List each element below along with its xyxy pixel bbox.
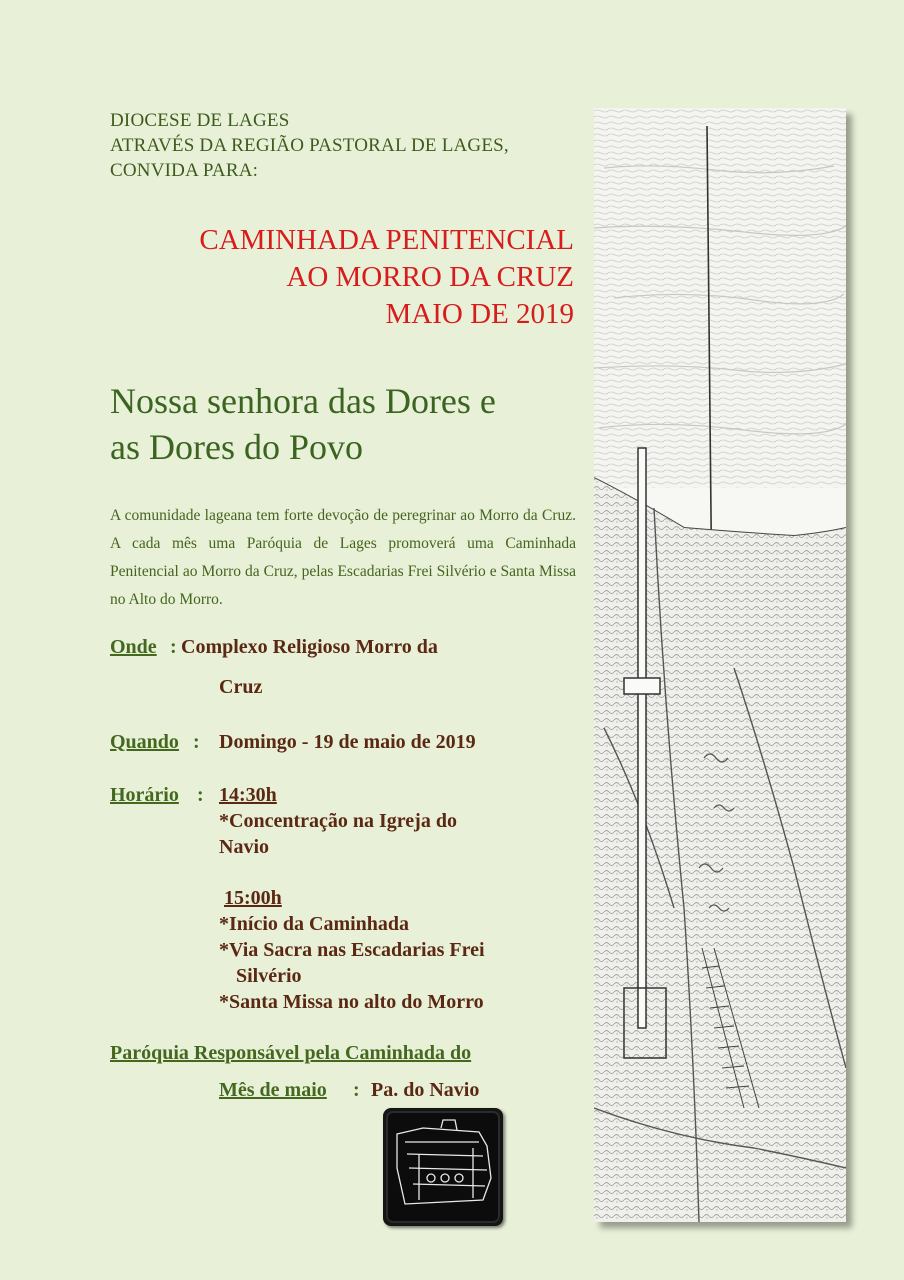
- quando-value: Domingo - 19 de maio de 2019: [219, 731, 476, 753]
- theme-line2: as Dores do Povo: [110, 427, 363, 467]
- morro-da-cruz-photo: [594, 108, 846, 1222]
- header-diocese: DIOCESE DE LAGES: [110, 110, 290, 131]
- horario-item1-line2: Navio: [219, 836, 269, 858]
- theme-line1: Nossa senhora das Dores e: [110, 381, 496, 421]
- header-regiao: ATRAVÉS DA REGIÃO PASTORAL DE LAGES,: [110, 135, 509, 156]
- photo-sketch-svg: [594, 108, 846, 1222]
- onde-label: Onde: [110, 636, 157, 658]
- quando-label: Quando: [110, 731, 179, 753]
- onde-colon: :: [170, 636, 177, 658]
- paroquia-label-line1: Paróquia Responsável pela Caminhada do: [110, 1042, 472, 1064]
- horario-item3-line2: Silvério: [236, 965, 302, 987]
- onde-value-line1: Complexo Religioso Morro da: [181, 636, 438, 658]
- paroquia-value: Pa. do Navio: [371, 1079, 480, 1101]
- horario-item1-line1: *Concentração na Igreja do: [219, 810, 457, 832]
- horario-item3-line1: *Via Sacra nas Escadarias Frei: [219, 939, 485, 961]
- horario-time-1: 14:30h: [219, 784, 277, 806]
- header-convida: CONVIDA PARA:: [110, 160, 259, 181]
- horario-colon: :: [197, 784, 204, 806]
- horario-label: Horário: [110, 784, 179, 806]
- paroquia-label-line2: Mês de maio: [219, 1079, 327, 1101]
- horario-time-2: 15:00h: [224, 887, 282, 909]
- event-title-line2: AO MORRO DA CRUZ: [286, 261, 574, 293]
- horario-item2: *Início da Caminhada: [219, 913, 410, 935]
- intro-paragraph: A comunidade lageana tem forte devoção de peregrinar ao Morro da Cruz. A cada mês uma Paróquia de Lages promoverá uma Caminhada Penitencial ao Morro da Cruz, pelas Escadarias Frei Silvério e Santa Missa no Alto do Morro.: [110, 507, 576, 608]
- church-ship-logo: [383, 1108, 503, 1226]
- event-title-line1: CAMINHADA PENITENCIAL: [199, 224, 574, 256]
- horario-item4: *Santa Missa no alto do Morro: [219, 991, 484, 1013]
- quando-colon: :: [193, 731, 200, 753]
- paroquia-colon: :: [353, 1079, 360, 1101]
- event-title-line3: MAIO DE 2019: [385, 298, 574, 330]
- ship-church-icon: [383, 1108, 503, 1226]
- onde-value-line2: Cruz: [219, 676, 263, 698]
